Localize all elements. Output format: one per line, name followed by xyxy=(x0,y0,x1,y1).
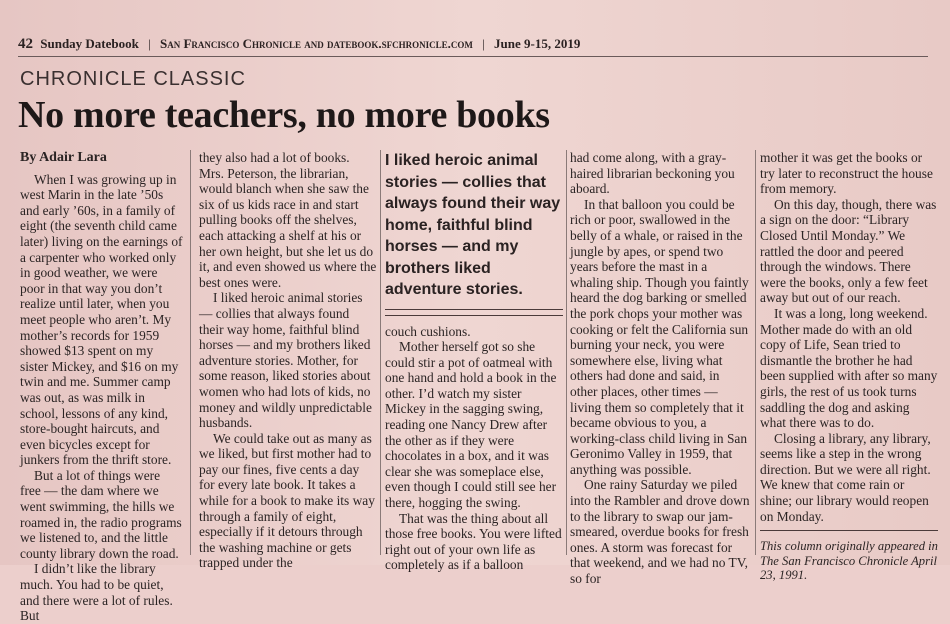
article-column-3 xyxy=(385,150,563,573)
paragraph: When I was growing up in west Marin in the late ’50s and early ’60s, in a family of eight (the seventh child came later) living on the earnings of a carpenter who worked only in good weather, we were poor in that way you don’t realize until later, when you meet people who aren’t. My mother’s records for 1959 showed $13 spent on my sister Mickey, and $16 on my twin and me. Summer camp was out, as was milk in school, lessons of any kind, store-bought haircuts, and even bicycles except for junkers from the thrift store. xyxy=(20,171,183,468)
article-column-2 xyxy=(199,150,377,571)
section-name: Sunday Datebook xyxy=(40,36,139,51)
paragraph: But a lot of things were free — the dam where we went swimming, the hills we roamed in, the radio programs we listened to, and the little county library down the road. xyxy=(20,467,182,561)
column-divider xyxy=(566,150,567,555)
section-kicker: CHRONICLE CLASSIC xyxy=(20,68,246,90)
paragraph: they also had a lot of books. Mrs. Peterson, the librarian, would blanch when she saw the six of us kids race in and start pulling books off the shelves, each attacking a shelf at his or her own height, but she let us do it, and even showed us where the best ones were. xyxy=(199,150,377,290)
reprint-note: This column originally appeared in The San Francisco Chronicle April 23, 1991. xyxy=(760,530,938,583)
pull-quote-rule xyxy=(385,309,563,316)
page-header: 42 Sunday Datebook | San Francisco Chronicle and datebook.sfchronicle.com | June 9-15, 2019 xyxy=(18,36,928,57)
paragraph: I didn’t like the library much. You had to be quiet, and there were a lot of rules. But xyxy=(20,561,173,624)
headline: No more teachers, no more books xyxy=(18,94,550,136)
article-column-4 xyxy=(570,150,750,587)
paragraph: mother it was get the books or try later to reconstruct the house from memory. xyxy=(760,150,933,197)
pull-quote: I liked heroic animal stories — collies that always found their way home, faithful blind horses — and my brothers liked adventure stories. xyxy=(385,152,561,298)
column-divider xyxy=(755,150,756,555)
paragraph: In that balloon you could be rich or poor, swallowed in the belly of a whale, or raised in the jungle by apes, or spend two years before the mast in a whaling ship. Though you faintly heard the dog barking or smelled the pork chops your mother was cooking or felt the California sun burning your neck, you were somewhere else, living what others had done and said, in other places, other times — living them so completely that it became obvious to you, a working-class child living in San Geronimo Valley in 1959, that anything was possible. xyxy=(570,196,749,477)
paragraph: We could take out as many as we liked, but first mother had to pay our fines, five cents a day for every late book. It takes a while for a book to make its way through a family of eight, especially if it detours through the washing machine or gets trapped under the xyxy=(199,430,375,571)
paragraph: Mother herself got so she could stir a pot of oatmeal with one hand and hold a book in the other. I’d watch my sister Mickey in the sagging swing, reading one Nancy Drew after the other as if they were chocolates in a box, and it was clear she was someplace else, even though I could still see her there, hogging the swing. xyxy=(385,339,557,511)
article-column-1 xyxy=(20,150,184,624)
paragraph: I liked heroic animal stories — collies that always found their way home, faithful blind horses — and my brothers liked adventure stories. Mother, for some reason, liked stories about women who had lots of kids, no money and wildly unpredictable husbands. xyxy=(199,290,372,431)
page-number: 42 xyxy=(18,36,33,52)
paragraph: On this day, though, there was a sign on the door: “Library Closed Until Monday.” We rattled the door and peered through the windows. There were the books, only a few feet away but out of our reach. xyxy=(760,196,937,306)
paragraph: That was the thing about all those free books. You were lifted right out of your own life as completely as if a balloon xyxy=(385,510,562,573)
publication-name: San Francisco Chronicle and datebook.sfchronicle.com xyxy=(159,36,473,51)
issue-date: June 9-15, 2019 xyxy=(494,36,581,51)
paragraph: Closing a library, any library, seems like a step in the wrong direction. But we were all right. We knew that come rain or shine; our library would reopen on Monday. xyxy=(760,430,931,524)
byline: By Adair Lara xyxy=(20,150,107,165)
article-column-5 xyxy=(760,150,938,583)
column-divider xyxy=(380,150,381,555)
paragraph: couch cushions. xyxy=(385,323,471,339)
paragraph: One rainy Saturday we piled into the Rambler and drove down to the library to swap our jam-smeared, overdue books for fresh ones. A storm was forecast for that weekend, and we had no TV, so for xyxy=(570,477,750,587)
paragraph: It was a long, long weekend. Mother made do with an old copy of Life, Sean tried to dismantle the brother he had been supplied with after so many girls, the rest of us took turns saddling the dog and asking what there was to do. xyxy=(760,305,938,431)
column-divider xyxy=(190,150,191,555)
paragraph: had come along, with a gray-haired librarian beckoning you aboard. xyxy=(570,150,735,197)
